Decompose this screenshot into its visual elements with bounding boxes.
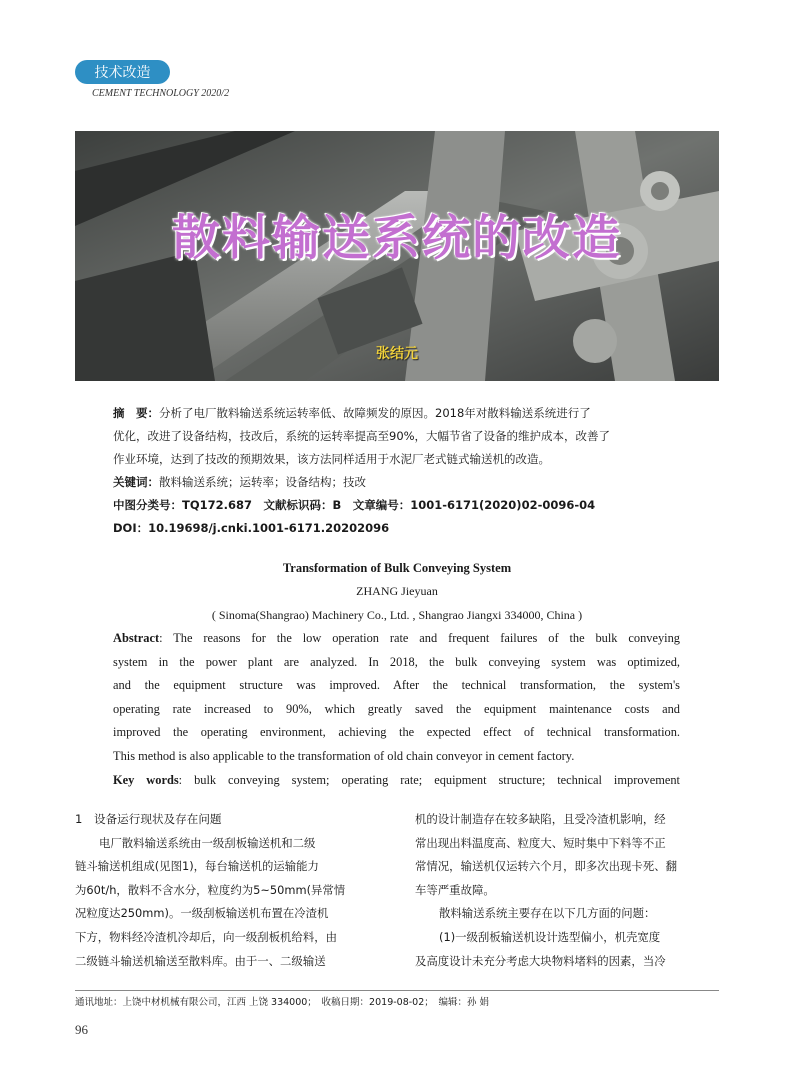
chinese-abstract [113, 402, 693, 540]
body-line: 况粒度达250mm)。一级刮板输送机布置在冷渣机 [75, 906, 329, 921]
section-heading: 1 设备运行现状及存在问题 [75, 812, 222, 826]
english-abstract-label: Abstract [113, 631, 160, 645]
body-column-left [75, 808, 377, 973]
body-line: (1)一级刮板输送机设计选型偏小，机壳宽度 [439, 929, 661, 944]
abstract-line-2: 优化，改进了设备结构，技改后，系统的运转率提高至90%，大幅节省了设备的维护成本，改善了 [113, 429, 611, 443]
hero-banner [75, 131, 719, 381]
body-line: 常出现出料温度高、粒度大、短时集中下料等不正 [415, 835, 666, 850]
body-line: 车等严重故障。 [415, 882, 495, 897]
keywords-line [113, 471, 693, 494]
english-abstract-line-2: system in the power plant are analyzed. In 2018, the bulk conveying system was optimized, [113, 654, 680, 669]
english-abstract-line-4: operating rate increased to 90%, which greatly saved the equipment maintenance costs and [113, 701, 680, 716]
english-abstract-line-3: and the equipment structure was improved. After the technical transformation, the system's [113, 678, 680, 693]
abstract-label: 摘 要： [113, 406, 159, 420]
abstract-line-3: 作业环境，达到了技改的预期效果，该方法同样适用于水泥厂老式链式输送机的改造。 [113, 452, 550, 466]
english-keywords-line: Key words: bulk conveying system; operating rate; equipment structure; technical improvement [113, 772, 680, 787]
footer-divider [75, 990, 719, 991]
body-line: 散料输送系统主要存在以下几方面的问题： [439, 906, 656, 921]
body-line: 常情况，输送机仅运转六个月，即多次出现卡死、翻 [415, 859, 677, 874]
abstract-text: 分析了电厂散料输送系统运转率低、故障频发的原因。2018年对散料输送系统进行了 [159, 406, 591, 420]
english-keywords-label: Key words [113, 772, 179, 787]
keywords-label: 关键词： [113, 475, 159, 489]
keywords-text: 散料输送系统；运转率；设备结构；技改 [159, 475, 366, 489]
english-abstract-line-6: This method is also applicable to the transformation of old chain conveyor in cement factory. [113, 748, 575, 763]
journal-running-head: CEMENT TECHNOLOGY 2020/2 [92, 88, 230, 99]
footer-note: 通讯地址：上饶中材机械有限公司，江西 上饶 334000； 收稿日期：2019-08-02； 编辑：孙 娟 [75, 997, 490, 1008]
body-line: 链斗输送机组成(见图1)，每台输送机的运输能力 [75, 859, 319, 874]
english-affiliation: ( Sinoma(Shangrao) Machinery Co., Ltd. , Shangrao Jiangxi 334000, China ) [211, 608, 583, 622]
classification-line: 中图分类号：TQ172.687 文献标识码：B 文章编号：1001-6171(2020)02-0096-04 [113, 498, 596, 512]
body-line: 机的设计制造存在较多缺陷，且受冷渣机影响，经 [415, 812, 666, 826]
body-line: 下方，物料经冷渣机冷却后，向一级刮板机给料，由 [75, 929, 337, 944]
page-number: 96 [75, 1022, 88, 1037]
abstract-line-1 [113, 402, 693, 425]
body-column-right [415, 808, 717, 973]
english-author: ZHANG Jieyuan [356, 584, 438, 598]
body-line: 及高度设计未充分考虑大块物料堵料的因素，当冷 [415, 953, 666, 968]
english-abstract-line-1: Abstract: The reasons for the low operation rate and frequent failures of the bulk conveying [113, 631, 680, 645]
english-abstract-line-5: improved the operating environment, achieving the expected effect of technical transformation. [113, 725, 680, 740]
doi-line: DOI：10.19698/j.cnki.1001-6171.20202096 [113, 521, 390, 535]
author-name: 张结元 [376, 346, 418, 362]
body-line: 为60t/h，散料不含水分，粒度约为5~50mm(异常情 [75, 882, 346, 897]
body-line: 二级链斗输送机输送至散料库。由于一、二级输送 [75, 953, 326, 968]
body-line: 电厂散料输送系统由一级刮板输送机和二级 [99, 835, 316, 850]
article-title: 散料输送系统的改造 [171, 210, 622, 266]
column-tag: 技术改造 [75, 60, 170, 84]
english-abstract [113, 627, 680, 792]
english-title: Transformation of Bulk Conveying System [282, 561, 512, 575]
